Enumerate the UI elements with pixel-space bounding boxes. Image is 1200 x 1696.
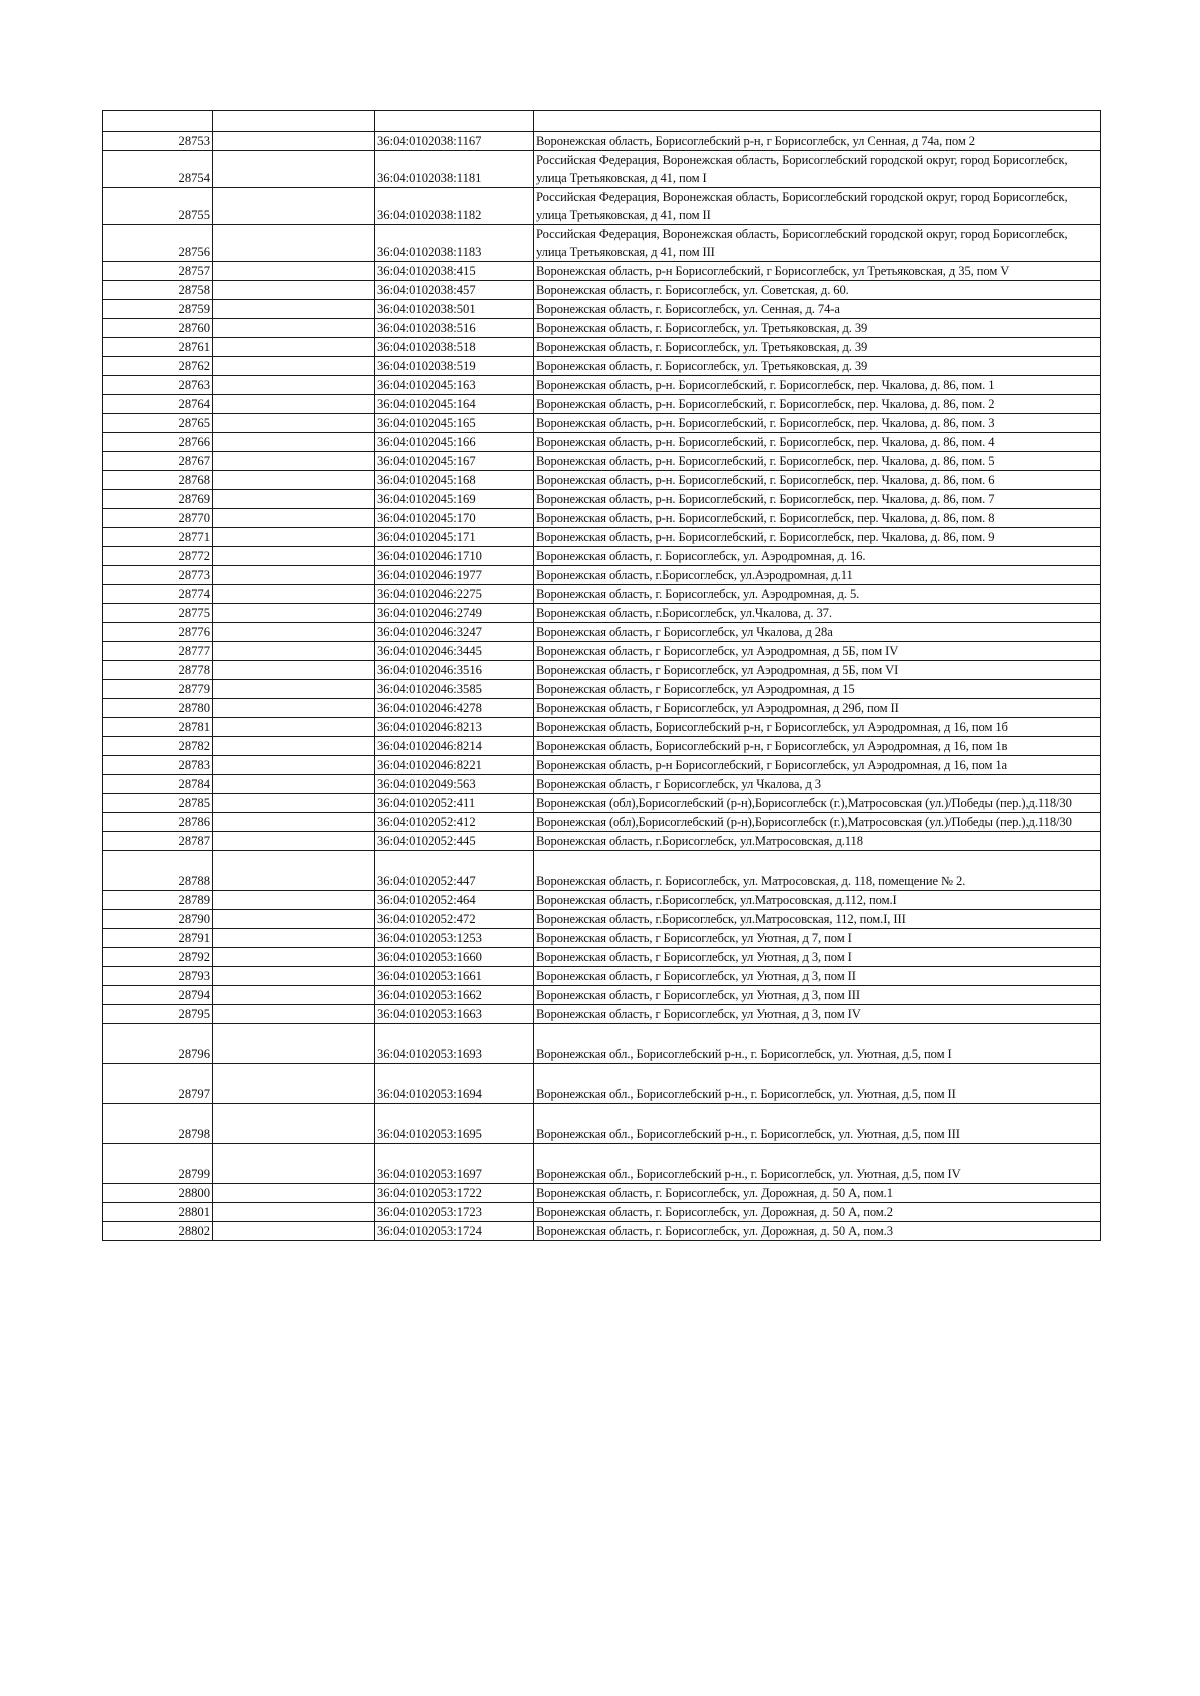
cadastral-number-cell: 36:04:0102038:501 <box>375 300 534 319</box>
cadastral-number-cell: 36:04:0102038:519 <box>375 357 534 376</box>
address-cell: Воронежская область, г.Борисоглебск, ул.Чкалова, д. 37. <box>534 604 1101 623</box>
address-cell: Воронежская область, г. Борисоглебск, ул. Третьяковская, д. 39 <box>534 357 1101 376</box>
row-number-cell: 28794 <box>103 986 213 1005</box>
table-row <box>103 775 1101 794</box>
address-cell: Воронежская область, р-н. Борисоглебский, г. Борисоглебск, пер. Чкалова, д. 86, пом. 3 <box>534 414 1101 433</box>
spacer-cell <box>213 111 375 132</box>
empty-cell <box>213 718 375 737</box>
address-cell: Воронежская обл., Борисоглебский р-н., г. Борисоглебск, ул. Уютная, д.5, пом IV <box>534 1144 1101 1184</box>
row-number-cell: 28789 <box>103 891 213 910</box>
table-row <box>103 262 1101 281</box>
table-row <box>103 433 1101 452</box>
address-cell: Российская Федерация, Воронежская область, Борисоглебский городской округ, город Борисоглебск, улица Третьяковская, д 41, пом I <box>534 151 1101 188</box>
row-number-cell: 28775 <box>103 604 213 623</box>
empty-cell <box>213 319 375 338</box>
table-row <box>103 357 1101 376</box>
cadastral-number-cell: 36:04:0102053:1660 <box>375 948 534 967</box>
address-cell: Воронежская область, р-н. Борисоглебский, г. Борисоглебск, пер. Чкалова, д. 86, пом. 8 <box>534 509 1101 528</box>
address-cell: Воронежская область, г Борисоглебск, ул Уютная, д 7, пом I <box>534 929 1101 948</box>
cadastral-number-cell: 36:04:0102046:3445 <box>375 642 534 661</box>
address-cell: Воронежская область, г Борисоглебск, ул Аэродромная, д 15 <box>534 680 1101 699</box>
address-cell: Воронежская область, г Борисоглебск, ул Уютная, д 3, пом IV <box>534 1005 1101 1024</box>
row-number-cell: 28756 <box>103 225 213 262</box>
cadastral-number-cell: 36:04:0102053:1695 <box>375 1104 534 1144</box>
table-row <box>103 967 1101 986</box>
address-cell: Воронежская обл., Борисоглебский р-н., г. Борисоглебск, ул. Уютная, д.5, пом II <box>534 1064 1101 1104</box>
address-cell: Воронежская область, г.Борисоглебск, ул.Аэродромная, д.11 <box>534 566 1101 585</box>
row-number-cell: 28784 <box>103 775 213 794</box>
address-cell: Воронежская область, р-н. Борисоглебский, г. Борисоглебск, пер. Чкалова, д. 86, пом. 5 <box>534 452 1101 471</box>
table-row <box>103 604 1101 623</box>
property-register-table <box>102 110 1101 1241</box>
empty-cell <box>213 414 375 433</box>
address-cell: Воронежская область, Борисоглебский р-н, г Борисоглебск, ул Аэродромная, д 16, пом 1б <box>534 718 1101 737</box>
table-row <box>103 528 1101 547</box>
cadastral-number-cell: 36:04:0102046:3516 <box>375 661 534 680</box>
row-number-cell: 28783 <box>103 756 213 775</box>
row-number-cell: 28798 <box>103 1104 213 1144</box>
empty-cell <box>213 585 375 604</box>
address-cell: Воронежская область, Борисоглебский р-н, г Борисоглебск, ул Сенная, д 74а, пом 2 <box>534 132 1101 151</box>
table-row <box>103 376 1101 395</box>
empty-cell <box>213 1203 375 1222</box>
address-cell: Воронежская область, г. Борисоглебск, ул. Аэродромная, д. 5. <box>534 585 1101 604</box>
empty-cell <box>213 813 375 832</box>
address-cell: Российская Федерация, Воронежская область, Борисоглебский городской округ, город Борисоглебск, улица Третьяковская, д 41, пом III <box>534 225 1101 262</box>
cadastral-number-cell: 36:04:0102045:166 <box>375 433 534 452</box>
row-number-cell: 28765 <box>103 414 213 433</box>
row-number-cell: 28802 <box>103 1222 213 1241</box>
cadastral-number-cell: 36:04:0102052:464 <box>375 891 534 910</box>
empty-cell <box>213 832 375 851</box>
table-row <box>103 452 1101 471</box>
empty-cell <box>213 376 375 395</box>
empty-cell <box>213 986 375 1005</box>
address-cell: Воронежская область, г Борисоглебск, ул Уютная, д 3, пом II <box>534 967 1101 986</box>
row-number-cell: 28791 <box>103 929 213 948</box>
cadastral-number-cell: 36:04:0102046:1977 <box>375 566 534 585</box>
table-row <box>103 737 1101 756</box>
empty-cell <box>213 891 375 910</box>
table-row <box>103 1222 1101 1241</box>
cadastral-number-cell: 36:04:0102046:1710 <box>375 547 534 566</box>
table-row <box>103 910 1101 929</box>
table-row <box>103 1104 1101 1144</box>
row-number-cell: 28755 <box>103 188 213 225</box>
cadastral-number-cell: 36:04:0102053:1661 <box>375 967 534 986</box>
row-number-cell: 28778 <box>103 661 213 680</box>
cadastral-number-cell: 36:04:0102046:8221 <box>375 756 534 775</box>
table-row <box>103 929 1101 948</box>
table-row <box>103 338 1101 357</box>
row-number-cell: 28764 <box>103 395 213 414</box>
table-row <box>103 281 1101 300</box>
row-number-cell: 28768 <box>103 471 213 490</box>
row-number-cell: 28793 <box>103 967 213 986</box>
cadastral-number-cell: 36:04:0102053:1697 <box>375 1144 534 1184</box>
empty-cell <box>213 680 375 699</box>
address-cell: Воронежская область, г Борисоглебск, ул Аэродромная, д 29б, пом II <box>534 699 1101 718</box>
cadastral-number-cell: 36:04:0102038:457 <box>375 281 534 300</box>
row-number-cell: 28781 <box>103 718 213 737</box>
row-number-cell: 28758 <box>103 281 213 300</box>
empty-cell <box>213 929 375 948</box>
address-cell: Воронежская область, г. Борисоглебск, ул. Аэродромная, д. 16. <box>534 547 1101 566</box>
table-row <box>103 756 1101 775</box>
table-row <box>103 566 1101 585</box>
row-number-cell: 28773 <box>103 566 213 585</box>
row-number-cell: 28777 <box>103 642 213 661</box>
row-number-cell: 28797 <box>103 1064 213 1104</box>
table-row <box>103 319 1101 338</box>
row-number-cell: 28787 <box>103 832 213 851</box>
row-number-cell: 28774 <box>103 585 213 604</box>
empty-cell <box>213 528 375 547</box>
cadastral-number-cell: 36:04:0102045:165 <box>375 414 534 433</box>
address-cell: Воронежская область, г.Борисоглебск, ул.Матросовская, д.112, пом.I <box>534 891 1101 910</box>
empty-cell <box>213 188 375 225</box>
address-cell: Воронежская область, г Борисоглебск, ул Аэродромная, д 5Б, пом IV <box>534 642 1101 661</box>
row-number-cell: 28782 <box>103 737 213 756</box>
address-cell: Воронежская область, г Борисоглебск, ул Чкалова, д 3 <box>534 775 1101 794</box>
address-cell: Воронежская область, г Борисоглебск, ул Аэродромная, д 5Б, пом VI <box>534 661 1101 680</box>
empty-cell <box>213 604 375 623</box>
table-row <box>103 414 1101 433</box>
empty-cell <box>213 967 375 986</box>
table-row <box>103 132 1101 151</box>
row-number-cell: 28795 <box>103 1005 213 1024</box>
cadastral-number-cell: 36:04:0102046:3247 <box>375 623 534 642</box>
cadastral-number-cell: 36:04:0102052:445 <box>375 832 534 851</box>
cadastral-number-cell: 36:04:0102045:168 <box>375 471 534 490</box>
table-top-spacer-row <box>103 111 1101 132</box>
cadastral-number-cell: 36:04:0102046:2275 <box>375 585 534 604</box>
address-cell: Воронежская область, г. Борисоглебск, ул. Третьяковская, д. 39 <box>534 319 1101 338</box>
cadastral-number-cell: 36:04:0102046:4278 <box>375 699 534 718</box>
table-row <box>103 1203 1101 1222</box>
cadastral-number-cell: 36:04:0102053:1694 <box>375 1064 534 1104</box>
address-cell: Воронежская обл., Борисоглебский р-н., г. Борисоглебск, ул. Уютная, д.5, пом I <box>534 1024 1101 1064</box>
table-row <box>103 851 1101 891</box>
table-row <box>103 948 1101 967</box>
table-row <box>103 623 1101 642</box>
table-body <box>103 111 1101 1241</box>
row-number-cell: 28785 <box>103 794 213 813</box>
address-cell: Воронежская область, г Борисоглебск, ул Уютная, д 3, пом III <box>534 986 1101 1005</box>
cadastral-number-cell: 36:04:0102038:516 <box>375 319 534 338</box>
cadastral-number-cell: 36:04:0102038:518 <box>375 338 534 357</box>
address-cell: Воронежская область, г. Борисоглебск, ул. Сенная, д. 74-а <box>534 300 1101 319</box>
address-cell: Воронежская область, р-н. Борисоглебский, г. Борисоглебск, пер. Чкалова, д. 86, пом. 9 <box>534 528 1101 547</box>
row-number-cell: 28796 <box>103 1024 213 1064</box>
row-number-cell: 28753 <box>103 132 213 151</box>
cadastral-number-cell: 36:04:0102038:1181 <box>375 151 534 188</box>
row-number-cell: 28776 <box>103 623 213 642</box>
row-number-cell: 28760 <box>103 319 213 338</box>
table-row <box>103 225 1101 262</box>
address-cell: Воронежская область, г. Борисоглебск, ул. Дорожная, д. 50 А, пом.3 <box>534 1222 1101 1241</box>
cadastral-number-cell: 36:04:0102052:412 <box>375 813 534 832</box>
address-cell: Воронежская область, р-н Борисоглебский, г Борисоглебск, ул Аэродромная, д 16, пом 1а <box>534 756 1101 775</box>
row-number-cell: 28799 <box>103 1144 213 1184</box>
empty-cell <box>213 300 375 319</box>
table-row <box>103 794 1101 813</box>
table-row <box>103 300 1101 319</box>
empty-cell <box>213 490 375 509</box>
row-number-cell: 28771 <box>103 528 213 547</box>
address-cell: Воронежская область, р-н. Борисоглебский, г. Борисоглебск, пер. Чкалова, д. 86, пом. 6 <box>534 471 1101 490</box>
address-cell: Воронежская область, г. Борисоглебск, ул. Дорожная, д. 50 А, пом.2 <box>534 1203 1101 1222</box>
empty-cell <box>213 281 375 300</box>
table-row <box>103 188 1101 225</box>
address-cell: Воронежская область, г.Борисоглебск, ул.Матросовская, д.118 <box>534 832 1101 851</box>
spacer-cell <box>375 111 534 132</box>
empty-cell <box>213 395 375 414</box>
table-row <box>103 832 1101 851</box>
table-row <box>103 547 1101 566</box>
row-number-cell: 28770 <box>103 509 213 528</box>
row-number-cell: 28766 <box>103 433 213 452</box>
address-cell: Воронежская область, р-н. Борисоглебский, г. Борисоглебск, пер. Чкалова, д. 86, пом. 1 <box>534 376 1101 395</box>
table-row <box>103 986 1101 1005</box>
address-cell: Воронежская (обл),Борисоглебский (р-н),Борисоглебск (г.),Матросовская (ул.)/Победы (пер.),д.118/30 <box>534 794 1101 813</box>
row-number-cell: 28792 <box>103 948 213 967</box>
cadastral-number-cell: 36:04:0102052:447 <box>375 851 534 891</box>
empty-cell <box>213 1144 375 1184</box>
cadastral-number-cell: 36:04:0102053:1662 <box>375 986 534 1005</box>
address-cell: Воронежская область, р-н. Борисоглебский, г. Борисоглебск, пер. Чкалова, д. 86, пом. 4 <box>534 433 1101 452</box>
cadastral-number-cell: 36:04:0102038:1183 <box>375 225 534 262</box>
table-row <box>103 661 1101 680</box>
cadastral-number-cell: 36:04:0102046:8214 <box>375 737 534 756</box>
empty-cell <box>213 433 375 452</box>
cadastral-number-cell: 36:04:0102038:1167 <box>375 132 534 151</box>
empty-cell <box>213 357 375 376</box>
row-number-cell: 28757 <box>103 262 213 281</box>
empty-cell <box>213 737 375 756</box>
cadastral-number-cell: 36:04:0102038:415 <box>375 262 534 281</box>
empty-cell <box>213 661 375 680</box>
table-row <box>103 1064 1101 1104</box>
empty-cell <box>213 1005 375 1024</box>
address-cell: Российская Федерация, Воронежская область, Борисоглебский городской округ, город Борисоглебск, улица Третьяковская, д 41, пом II <box>534 188 1101 225</box>
table-row <box>103 395 1101 414</box>
row-number-cell: 28790 <box>103 910 213 929</box>
row-number-cell: 28754 <box>103 151 213 188</box>
empty-cell <box>213 1064 375 1104</box>
cadastral-number-cell: 36:04:0102045:171 <box>375 528 534 547</box>
cadastral-number-cell: 36:04:0102046:8213 <box>375 718 534 737</box>
empty-cell <box>213 566 375 585</box>
spacer-cell <box>103 111 213 132</box>
row-number-cell: 28772 <box>103 547 213 566</box>
empty-cell <box>213 756 375 775</box>
cadastral-number-cell: 36:04:0102053:1253 <box>375 929 534 948</box>
row-number-cell: 28780 <box>103 699 213 718</box>
cadastral-number-cell: 36:04:0102053:1722 <box>375 1184 534 1203</box>
spacer-cell <box>534 111 1101 132</box>
empty-cell <box>213 851 375 891</box>
cadastral-number-cell: 36:04:0102052:472 <box>375 910 534 929</box>
table-row <box>103 490 1101 509</box>
table-row <box>103 1005 1101 1024</box>
cadastral-number-cell: 36:04:0102053:1723 <box>375 1203 534 1222</box>
row-number-cell: 28763 <box>103 376 213 395</box>
empty-cell <box>213 775 375 794</box>
empty-cell <box>213 262 375 281</box>
row-number-cell: 28779 <box>103 680 213 699</box>
address-cell: Воронежская область, р-н. Борисоглебский, г. Борисоглебск, пер. Чкалова, д. 86, пом. 2 <box>534 395 1101 414</box>
cadastral-number-cell: 36:04:0102045:164 <box>375 395 534 414</box>
row-number-cell: 28786 <box>103 813 213 832</box>
empty-cell <box>213 452 375 471</box>
address-cell: Воронежская область, г Борисоглебск, ул Чкалова, д 28а <box>534 623 1101 642</box>
empty-cell <box>213 225 375 262</box>
empty-cell <box>213 910 375 929</box>
address-cell: Воронежская область, г. Борисоглебск, ул. Матросовская, д. 118, помещение № 2. <box>534 851 1101 891</box>
address-cell: Воронежская область, г Борисоглебск, ул Уютная, д 3, пом I <box>534 948 1101 967</box>
address-cell: Воронежская обл., Борисоглебский р-н., г. Борисоглебск, ул. Уютная, д.5, пом III <box>534 1104 1101 1144</box>
empty-cell <box>213 471 375 490</box>
table-row <box>103 718 1101 737</box>
row-number-cell: 28800 <box>103 1184 213 1203</box>
address-cell: Воронежская область, р-н Борисоглебский, г Борисоглебск, ул Третьяковская, д 35, пом V <box>534 262 1101 281</box>
table-row <box>103 1024 1101 1064</box>
address-cell: Воронежская область, Борисоглебский р-н, г Борисоглебск, ул Аэродромная, д 16, пом 1в <box>534 737 1101 756</box>
cadastral-number-cell: 36:04:0102038:1182 <box>375 188 534 225</box>
empty-cell <box>213 794 375 813</box>
address-cell: Воронежская область, г. Борисоглебск, ул. Советская, д. 60. <box>534 281 1101 300</box>
table-row <box>103 680 1101 699</box>
cadastral-number-cell: 36:04:0102046:2749 <box>375 604 534 623</box>
table-row <box>103 1184 1101 1203</box>
row-number-cell: 28762 <box>103 357 213 376</box>
empty-cell <box>213 509 375 528</box>
table-row <box>103 891 1101 910</box>
table-row <box>103 471 1101 490</box>
row-number-cell: 28767 <box>103 452 213 471</box>
empty-cell <box>213 151 375 188</box>
table-row <box>103 813 1101 832</box>
empty-cell <box>213 1184 375 1203</box>
empty-cell <box>213 699 375 718</box>
table-row <box>103 699 1101 718</box>
cadastral-number-cell: 36:04:0102045:163 <box>375 376 534 395</box>
address-cell: Воронежская область, р-н. Борисоглебский, г. Борисоглебск, пер. Чкалова, д. 86, пом. 7 <box>534 490 1101 509</box>
table-row <box>103 642 1101 661</box>
cadastral-number-cell: 36:04:0102045:170 <box>375 509 534 528</box>
row-number-cell: 28761 <box>103 338 213 357</box>
table-row <box>103 509 1101 528</box>
empty-cell <box>213 1222 375 1241</box>
table-row <box>103 151 1101 188</box>
empty-cell <box>213 1024 375 1064</box>
cadastral-number-cell: 36:04:0102052:411 <box>375 794 534 813</box>
cadastral-number-cell: 36:04:0102053:1663 <box>375 1005 534 1024</box>
row-number-cell: 28788 <box>103 851 213 891</box>
cadastral-number-cell: 36:04:0102053:1693 <box>375 1024 534 1064</box>
empty-cell <box>213 132 375 151</box>
cadastral-number-cell: 36:04:0102045:167 <box>375 452 534 471</box>
table-row <box>103 585 1101 604</box>
address-cell: Воронежская область, г. Борисоглебск, ул. Третьяковская, д. 39 <box>534 338 1101 357</box>
cadastral-number-cell: 36:04:0102049:563 <box>375 775 534 794</box>
empty-cell <box>213 547 375 566</box>
address-cell: Воронежская область, г.Борисоглебск, ул.Матросовская, 112, пом.I, III <box>534 910 1101 929</box>
cadastral-number-cell: 36:04:0102045:169 <box>375 490 534 509</box>
table-row <box>103 1144 1101 1184</box>
address-cell: Воронежская (обл),Борисоглебский (р-н),Борисоглебск (г.),Матросовская (ул.)/Победы (пер.),д.118/30 <box>534 813 1101 832</box>
empty-cell <box>213 948 375 967</box>
cadastral-number-cell: 36:04:0102046:3585 <box>375 680 534 699</box>
row-number-cell: 28759 <box>103 300 213 319</box>
empty-cell <box>213 642 375 661</box>
row-number-cell: 28801 <box>103 1203 213 1222</box>
empty-cell <box>213 338 375 357</box>
address-cell: Воронежская область, г. Борисоглебск, ул. Дорожная, д. 50 А, пом.1 <box>534 1184 1101 1203</box>
empty-cell <box>213 1104 375 1144</box>
empty-cell <box>213 623 375 642</box>
cadastral-number-cell: 36:04:0102053:1724 <box>375 1222 534 1241</box>
row-number-cell: 28769 <box>103 490 213 509</box>
